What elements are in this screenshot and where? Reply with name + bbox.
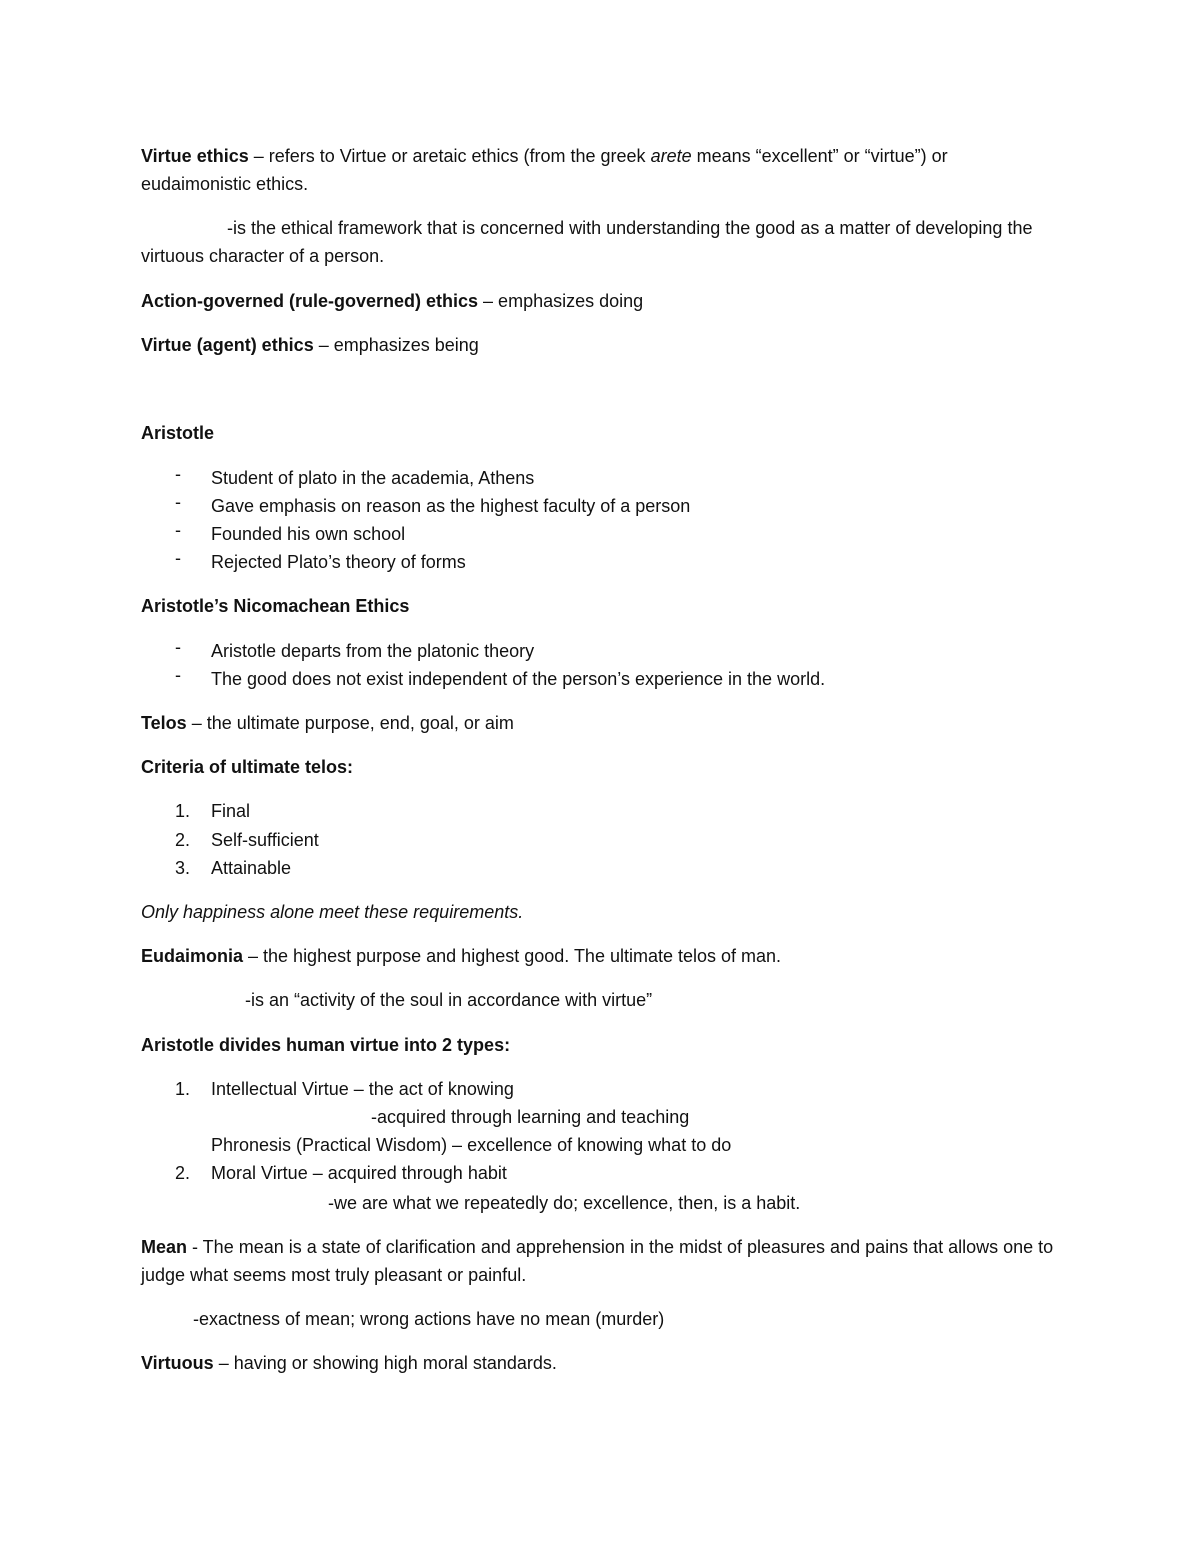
virtue-types-heading-text: Aristotle divides human virtue into 2 types: [141,1035,511,1055]
list-item: Gave emphasis on reason as the highest faculty of a person [211,496,691,516]
list-number: 2. [175,1163,191,1183]
list-item: Aristotle departs from the platonic theory [211,641,535,661]
arete-term: arete [650,146,692,166]
eudaimonia-continuation: -is an “activity of the soul in accordance with virtue” [245,990,653,1010]
list-item: Final [211,801,251,821]
mean-definition [141,1233,1061,1289]
telos-definition [141,709,1061,737]
action-governed-def: – emphasizes doing [478,291,644,311]
list-item: Rejected Plato’s theory of forms [211,552,466,572]
virtue-agent-def: – emphasizes being [313,335,479,355]
nicomachean-heading-text: Aristotle’s Nicomachean Ethics [141,596,410,616]
list-dash: - [175,665,181,685]
aristotle-heading [141,419,1061,447]
list-item-continuation: -acquired through learning and teaching [371,1107,690,1127]
virtue-types-heading [141,1031,1061,1059]
eudaimonia-definition [141,942,1061,970]
criteria-heading [141,753,1061,781]
virtuous-term: Virtuous [141,1353,214,1373]
happiness-note [141,898,1061,926]
virtue-agent-definition [141,331,1061,359]
virtuous-def: – having or showing high moral standards. [213,1353,557,1373]
list-number: 3. [175,858,191,878]
eudaimonia-term: Eudaimonia [141,946,244,966]
eudaimonia-def: – the highest purpose and highest good. The ultimate telos of man. [243,946,782,966]
mean-def: - The mean is a state of clarification and apprehension in the midst of pleasures and pains that allows one to judge what seems most truly pleasant or painful. [141,1237,1054,1285]
telos-def: – the ultimate purpose, end, goal, or aim [186,713,514,733]
list-item: Founded his own school [211,524,406,544]
action-governed-term: Action-governed (rule-governed) ethics [141,291,479,311]
action-governed-definition [141,287,1061,315]
list-item: Moral Virtue – acquired through habit [211,1163,507,1183]
list-item: Intellectual Virtue – the act of knowing [211,1079,514,1099]
list-dash: - [175,464,181,484]
virtue-ethics-def-part1: – refers to Virtue or aretaic ethics (from the greek [248,146,651,166]
criteria-heading-text: Criteria of ultimate telos: [141,757,354,777]
list-item: Self-sufficient [211,830,319,850]
mean-term: Mean [141,1237,188,1257]
virtue-agent-term: Virtue (agent) ethics [141,335,314,355]
mean-continuation: -exactness of mean; wrong actions have no mean (murder) [193,1309,665,1329]
list-dash: - [175,548,181,568]
list-item: Student of plato in the academia, Athens [211,468,535,488]
list-dash: - [175,520,181,540]
aristotle-heading-text: Aristotle [141,423,215,443]
phronesis-line: Phronesis (Practical Wisdom) – excellence of knowing what to do [211,1135,732,1155]
nicomachean-heading [141,592,1061,620]
list-number: 2. [175,830,191,850]
list-item: Attainable [211,858,292,878]
telos-term: Telos [141,713,187,733]
virtue-ethics-term: Virtue ethics [141,146,249,166]
list-dash: - [175,492,181,512]
list-item: The good does not exist independent of the person’s experience in the world. [211,669,826,689]
list-item-continuation: -we are what we repeatedly do; excellence, then, is a habit. [328,1193,801,1213]
list-dash: - [175,637,181,657]
virtue-ethics-definition [141,142,1061,198]
list-number: 1. [175,1079,191,1099]
happiness-note-text: Only happiness alone meet these requirements. [141,902,524,922]
virtue-ethics-continuation: -is the ethical framework that is concerned with understanding the good as a matter of developing the virtuous character of a person. [141,218,1033,266]
list-number: 1. [175,801,191,821]
virtuous-definition [141,1349,1061,1377]
virtue-ethics-def-part2: means “excellent” or “virtue”) or eudaimonistic ethics. [141,146,948,194]
